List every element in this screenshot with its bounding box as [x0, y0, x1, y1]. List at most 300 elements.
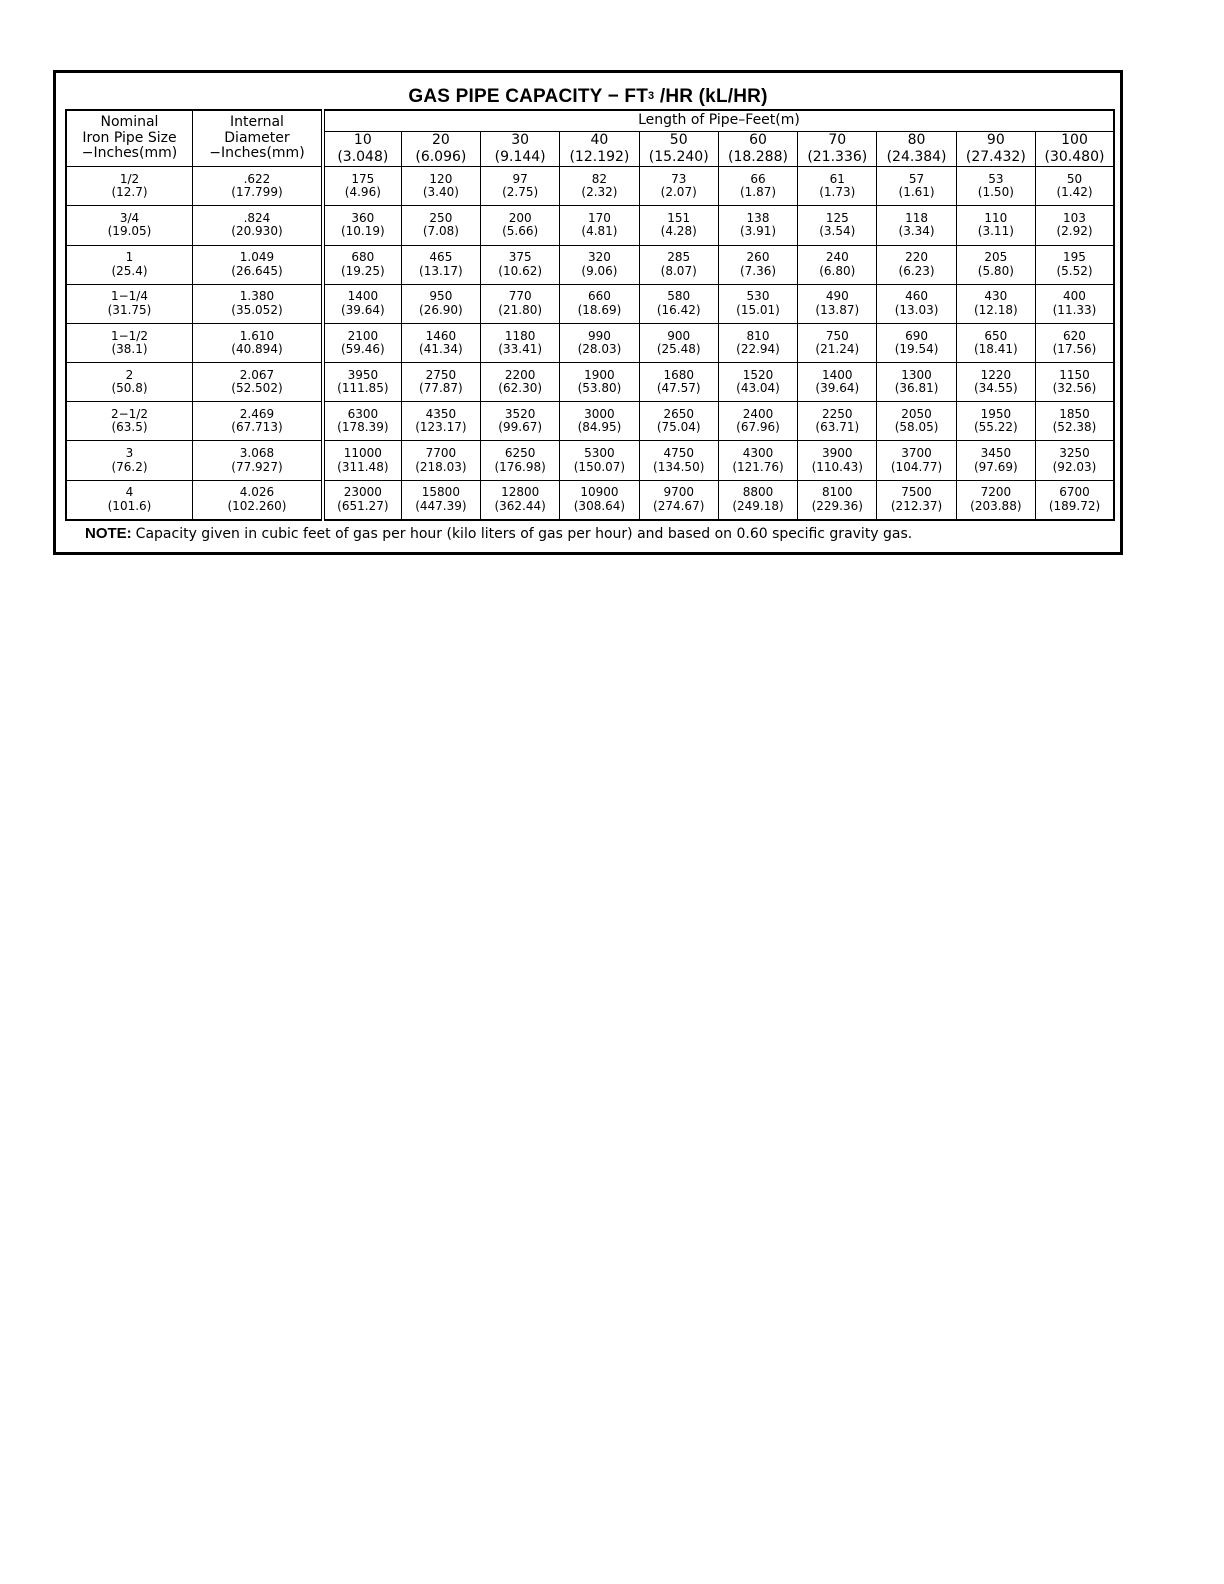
cell-value: 103 [1063, 211, 1086, 225]
cell-metric-value: (38.1) [111, 342, 148, 356]
cell-metric-value: (1.73) [819, 185, 856, 200]
cell-metric-value: (59.46) [340, 342, 385, 356]
pipe-size-cell [66, 323, 192, 362]
cell-metric-value: (26.90) [419, 302, 463, 317]
cell-value: 82 [591, 171, 608, 186]
capacity-cell [718, 167, 797, 206]
cell-metric-value: (249.18) [732, 498, 784, 513]
cell-metric-value: (4.96) [344, 185, 381, 200]
cell-metric-value: (28.03) [577, 342, 622, 356]
capacity-cell [323, 363, 401, 402]
cell-metric-value: (111.85) [337, 381, 389, 396]
capacity-cell [401, 167, 480, 206]
cell-metric-value: (10.62) [498, 263, 543, 278]
length-feet: 80 [907, 132, 926, 148]
cell-metric-value: (63.71) [815, 420, 860, 435]
cell-metric-value: (63.5) [111, 420, 148, 435]
cell-metric-value: (5.66) [502, 224, 539, 239]
header-internal-line: Internal [229, 114, 284, 131]
cell-metric-value: (58.05) [894, 420, 939, 435]
table-row [66, 480, 1114, 520]
table-row [66, 245, 1114, 284]
title-suffix: /HR (kL/HR) [654, 86, 768, 107]
table-note [85, 525, 912, 542]
capacity-cell [639, 245, 718, 284]
cell-value: 1680 [663, 367, 694, 382]
cell-value: 15800 [421, 485, 460, 500]
cell-metric-value: (9.06) [581, 263, 618, 278]
cell-value: 2250 [822, 406, 853, 421]
cell-value: 5300 [584, 446, 615, 461]
capacity-cell [798, 441, 877, 480]
cell-value: 650 [984, 328, 1008, 343]
capacity-cell [481, 323, 560, 362]
cell-value: 7200 [980, 485, 1012, 500]
cell-metric-value: (189.72) [1048, 498, 1101, 513]
length-meters: (30.480) [1044, 149, 1105, 166]
cell-value: 1.610 [239, 328, 275, 343]
cell-metric-value: (2.07) [660, 185, 697, 200]
internal-diameter-cell [192, 441, 322, 480]
cell-value: 53 [988, 171, 1004, 186]
cell-metric-value: (12.18) [973, 302, 1018, 317]
length-feet: 70 [828, 132, 847, 148]
capacity-cell [1035, 441, 1114, 480]
cell-metric-value: (203.88) [970, 498, 1022, 513]
capacity-cell [798, 480, 877, 520]
header-internal-diameter [192, 110, 322, 167]
cell-metric-value: (39.64) [340, 302, 385, 317]
cell-metric-value: (15.01) [736, 302, 780, 317]
cell-value: 1−1/4 [110, 289, 148, 304]
cell-metric-value: (19.25) [340, 263, 385, 278]
cell-metric-value: (134.50) [653, 459, 705, 474]
header-length-cell [718, 132, 797, 167]
cell-metric-value: (17.799) [231, 185, 283, 200]
capacity-cell [956, 323, 1035, 362]
capacity-cell [877, 402, 956, 441]
cell-metric-value: (447.39) [415, 498, 467, 513]
capacity-cell [718, 402, 797, 441]
cell-value: 400 [1063, 289, 1086, 304]
capacity-cell [718, 441, 797, 480]
cell-metric-value: (10.19) [340, 224, 385, 239]
cell-value: 73 [671, 171, 687, 186]
cell-value: 1−1/2 [110, 328, 148, 343]
table-row [66, 363, 1114, 402]
cell-metric-value: (25.4) [111, 263, 148, 278]
capacity-cell [560, 441, 639, 480]
capacity-cell [560, 402, 639, 441]
table-row [66, 402, 1114, 441]
cell-value: 11000 [343, 446, 382, 461]
cell-metric-value: (4.28) [660, 224, 697, 239]
cell-value: 2400 [742, 406, 774, 421]
table-row [66, 284, 1114, 323]
cell-metric-value: (3.91) [739, 224, 777, 239]
cell-metric-value: (53.80) [577, 381, 622, 396]
capacity-cell [877, 323, 956, 362]
cell-metric-value: (36.81) [894, 381, 939, 396]
cell-value: 320 [587, 250, 611, 265]
capacity-cell [323, 167, 401, 206]
header-length-cell [798, 132, 877, 167]
cell-metric-value: (11.33) [1052, 302, 1097, 317]
cell-metric-value: (150.07) [573, 459, 626, 474]
cell-value: 3000 [584, 406, 615, 421]
capacity-cell [401, 402, 480, 441]
header-length-cell [639, 132, 718, 167]
cell-metric-value: (13.17) [419, 263, 463, 278]
cell-value: 151 [667, 211, 691, 225]
cell-value: 61 [829, 171, 845, 186]
cell-value: 530 [746, 289, 770, 304]
cell-metric-value: (123.17) [415, 420, 467, 435]
cell-value: 1300 [901, 367, 932, 382]
cell-value: 465 [429, 250, 453, 265]
cell-value: 620 [1063, 328, 1086, 343]
capacity-cell [560, 206, 639, 245]
cell-metric-value: (2.32) [581, 185, 618, 200]
cell-metric-value: (22.94) [736, 342, 780, 356]
cell-value: 8100 [822, 485, 853, 500]
cell-value: 990 [587, 328, 611, 343]
cell-value: 900 [667, 328, 691, 343]
length-meters: (18.288) [728, 149, 788, 166]
capacity-cell [1035, 245, 1114, 284]
cell-metric-value: (84.95) [577, 420, 622, 435]
length-meters: (15.240) [648, 149, 709, 166]
cell-metric-value: (52.38) [1052, 420, 1097, 435]
cell-value: 10900 [580, 485, 619, 500]
cell-metric-value: (99.67) [498, 420, 543, 435]
cell-metric-value: (104.77) [890, 459, 943, 474]
cell-value: 750 [825, 328, 849, 343]
cell-metric-value: (12.7) [111, 185, 148, 200]
capacity-cell [323, 245, 401, 284]
length-meters: (12.192) [569, 149, 630, 166]
capacity-cell [401, 323, 480, 362]
cell-metric-value: (176.98) [494, 459, 546, 474]
cell-value: 7500 [901, 485, 932, 500]
cell-value: 2650 [663, 406, 694, 421]
cell-value: 460 [905, 289, 929, 304]
cell-metric-value: (18.41) [973, 342, 1018, 356]
cell-value: 3 [125, 446, 134, 461]
cell-metric-value: (16.42) [656, 302, 701, 317]
internal-diameter-cell [192, 284, 322, 323]
capacity-cell [877, 206, 956, 245]
cell-value: 360 [351, 211, 375, 225]
cell-metric-value: (101.6) [107, 498, 152, 513]
cell-value: 2−1/2 [110, 406, 148, 421]
cell-metric-value: (32.56) [1052, 381, 1097, 396]
capacity-cell [1035, 323, 1114, 362]
capacity-cell [323, 323, 401, 362]
cell-value: 4350 [425, 406, 457, 421]
capacity-table-body [66, 167, 1114, 520]
note-text: Capacity given in cubic feet of gas per hour (kilo liters of gas per hour) and based on 0.60 specific gravity gas. [135, 526, 913, 542]
cell-metric-value: (8.07) [660, 263, 697, 278]
capacity-cell [877, 245, 956, 284]
capacity-cell [639, 167, 718, 206]
cell-metric-value: (2.92) [1056, 224, 1093, 239]
cell-value: 1400 [347, 289, 379, 304]
capacity-cell [323, 480, 401, 520]
capacity-cell [798, 284, 877, 323]
cell-value: 66 [750, 171, 766, 186]
pipe-size-cell [66, 167, 192, 206]
capacity-cell [1035, 206, 1114, 245]
capacity-cell [1035, 167, 1114, 206]
cell-metric-value: (25.48) [656, 342, 701, 356]
cell-value: 1.049 [239, 250, 275, 265]
length-meters: (3.048) [337, 149, 389, 166]
pipe-size-cell [66, 402, 192, 441]
cell-value: 4 [125, 485, 134, 500]
length-meters: (27.432) [965, 149, 1026, 166]
cell-metric-value: (77.927) [231, 459, 283, 474]
capacity-cell [639, 206, 718, 245]
cell-metric-value: (17.56) [1052, 342, 1097, 356]
cell-value: 1520 [742, 367, 774, 382]
cell-value: 2100 [347, 328, 379, 343]
length-meters: (24.384) [886, 149, 947, 166]
cell-metric-value: (21.24) [815, 342, 860, 356]
cell-value: 2050 [901, 406, 932, 421]
header-internal-line: −Inches(mm) [209, 145, 305, 162]
capacity-cell [560, 363, 639, 402]
length-feet: 40 [590, 132, 609, 148]
cell-value: 6250 [504, 446, 536, 461]
capacity-cell [956, 206, 1035, 245]
cell-value: 8800 [742, 485, 774, 500]
table-row [66, 167, 1114, 206]
capacity-cell [401, 441, 480, 480]
cell-metric-value: (6.23) [898, 263, 935, 278]
cell-metric-value: (3.54) [819, 224, 856, 239]
cell-value: 23000 [343, 485, 382, 500]
cell-value: 1400 [822, 367, 853, 382]
header-length-cell [323, 132, 401, 167]
capacity-cell [639, 480, 718, 520]
cell-value: 205 [984, 250, 1008, 265]
capacity-cell [798, 245, 877, 284]
cell-metric-value: (33.41) [498, 342, 543, 356]
cell-metric-value: (5.80) [977, 263, 1014, 278]
capacity-table [65, 109, 1115, 521]
cell-metric-value: (34.55) [973, 381, 1018, 396]
cell-metric-value: (1.42) [1056, 185, 1093, 200]
cell-value: 3520 [504, 406, 536, 421]
capacity-cell [1035, 363, 1114, 402]
internal-diameter-cell [192, 323, 322, 362]
cell-metric-value: (178.39) [337, 420, 389, 435]
cell-value: 4300 [742, 446, 774, 461]
capacity-cell [956, 167, 1035, 206]
capacity-cell [956, 245, 1035, 284]
cell-value: 1180 [504, 328, 536, 343]
capacity-cell [481, 402, 560, 441]
header-internal-line: Diameter [224, 129, 290, 146]
header-nominal-line: −Inches(mm) [81, 145, 178, 162]
capacity-cell [639, 284, 718, 323]
title-text: GAS PIPE CAPACITY − FT [408, 86, 649, 107]
cell-metric-value: (77.87) [419, 381, 463, 396]
capacity-cell [481, 480, 560, 520]
cell-value: .824 [243, 211, 271, 225]
cell-value: 770 [508, 289, 532, 304]
cell-value: 375 [508, 250, 532, 265]
cell-metric-value: (121.76) [732, 459, 784, 474]
capacity-cell [639, 402, 718, 441]
capacity-cell [1035, 480, 1114, 520]
capacity-cell [956, 480, 1035, 520]
cell-metric-value: (20.930) [231, 224, 283, 239]
cell-metric-value: (76.2) [111, 459, 148, 474]
cell-metric-value: (7.36) [739, 263, 777, 278]
capacity-cell [956, 441, 1035, 480]
cell-value: 1460 [425, 328, 457, 343]
cell-metric-value: (102.260) [227, 498, 287, 513]
table-title [56, 86, 1120, 108]
cell-metric-value: (13.87) [815, 302, 860, 317]
cell-value: 97 [512, 171, 528, 186]
cell-value: 240 [825, 250, 849, 265]
capacity-cell [718, 206, 797, 245]
cell-value: 50 [1066, 171, 1083, 186]
header-nominal-size [66, 110, 192, 167]
capacity-cell [560, 284, 639, 323]
pipe-size-cell [66, 284, 192, 323]
cell-value: 175 [351, 171, 375, 186]
cell-metric-value: (274.67) [653, 498, 705, 513]
cell-value: 118 [905, 211, 929, 225]
gas-pipe-capacity-panel [53, 70, 1123, 555]
capacity-cell [323, 206, 401, 245]
cell-value: 3700 [901, 446, 932, 461]
cell-metric-value: (311.48) [337, 459, 389, 474]
cell-metric-value: (110.43) [811, 459, 863, 474]
cell-value: 1/2 [119, 171, 140, 186]
internal-diameter-cell [192, 167, 322, 206]
cell-value: 4.026 [239, 485, 275, 500]
table-row [66, 441, 1114, 480]
cell-value: 690 [905, 328, 929, 343]
length-feet: 50 [669, 132, 688, 148]
cell-value: 120 [429, 171, 453, 186]
capacity-cell [560, 245, 639, 284]
cell-value: 2.469 [239, 406, 275, 421]
internal-diameter-cell [192, 402, 322, 441]
cell-value: 1 [125, 250, 134, 265]
capacity-cell [956, 284, 1035, 323]
internal-diameter-cell [192, 363, 322, 402]
capacity-cell [401, 245, 480, 284]
capacity-cell [323, 284, 401, 323]
cell-metric-value: (3.34) [898, 224, 935, 239]
cell-value: 2200 [504, 367, 536, 382]
capacity-cell [798, 167, 877, 206]
cell-metric-value: (651.27) [337, 498, 389, 513]
cell-value: 3450 [980, 446, 1012, 461]
cell-metric-value: (2.75) [502, 185, 539, 200]
cell-metric-value: (6.80) [819, 263, 856, 278]
header-length-cell [560, 132, 639, 167]
length-feet: 10 [353, 132, 372, 148]
internal-diameter-cell [192, 245, 322, 284]
capacity-cell [639, 323, 718, 362]
cell-value: 660 [587, 289, 611, 304]
cell-metric-value: (67.96) [736, 420, 780, 435]
cell-value: 1220 [980, 367, 1012, 382]
cell-metric-value: (75.04) [656, 420, 701, 435]
cell-value: 12800 [501, 485, 540, 500]
capacity-cell [639, 363, 718, 402]
cell-value: 3/4 [119, 211, 140, 225]
cell-metric-value: (35.052) [231, 302, 283, 317]
length-meters: (21.336) [807, 149, 868, 166]
cell-metric-value: (229.36) [811, 498, 863, 513]
pipe-size-cell [66, 441, 192, 480]
cell-value: 1150 [1059, 367, 1090, 382]
cell-metric-value: (50.8) [111, 381, 148, 396]
cell-metric-value: (97.69) [973, 459, 1018, 474]
capacity-cell [323, 441, 401, 480]
capacity-cell [481, 284, 560, 323]
capacity-cell [798, 402, 877, 441]
internal-diameter-cell [192, 480, 322, 520]
capacity-cell [798, 323, 877, 362]
table-row [66, 323, 1114, 362]
capacity-cell [718, 363, 797, 402]
cell-metric-value: (26.645) [231, 263, 283, 278]
length-feet: 60 [749, 132, 767, 148]
capacity-cell [481, 206, 560, 245]
length-feet: 20 [431, 132, 450, 148]
capacity-cell [560, 480, 639, 520]
capacity-cell [401, 206, 480, 245]
cell-value: 1950 [980, 406, 1012, 421]
cell-metric-value: (7.08) [422, 224, 459, 239]
cell-metric-value: (5.52) [1056, 263, 1093, 278]
cell-value: 7700 [425, 446, 457, 461]
cell-metric-value: (1.50) [977, 185, 1014, 200]
cell-metric-value: (92.03) [1052, 459, 1097, 474]
table-row [66, 206, 1114, 245]
capacity-cell [877, 363, 956, 402]
header-length-cell [956, 132, 1035, 167]
cell-metric-value: (1.61) [898, 185, 935, 200]
header-length-cell [1035, 132, 1114, 167]
cell-value: 3250 [1059, 446, 1090, 461]
internal-diameter-cell [192, 206, 322, 245]
header-length-cell [401, 132, 480, 167]
pipe-size-cell [66, 206, 192, 245]
cell-value: 195 [1063, 250, 1086, 265]
pipe-size-cell [66, 363, 192, 402]
cell-value: 260 [746, 250, 770, 265]
cell-metric-value: (218.03) [415, 459, 467, 474]
cell-value: 2 [125, 367, 134, 382]
length-feet: 90 [986, 132, 1005, 148]
cell-metric-value: (40.894) [231, 342, 283, 356]
cell-value: 3900 [822, 446, 853, 461]
cell-value: 680 [351, 250, 375, 265]
cell-value: 110 [984, 211, 1008, 225]
capacity-cell [401, 363, 480, 402]
cell-metric-value: (13.03) [894, 302, 939, 317]
